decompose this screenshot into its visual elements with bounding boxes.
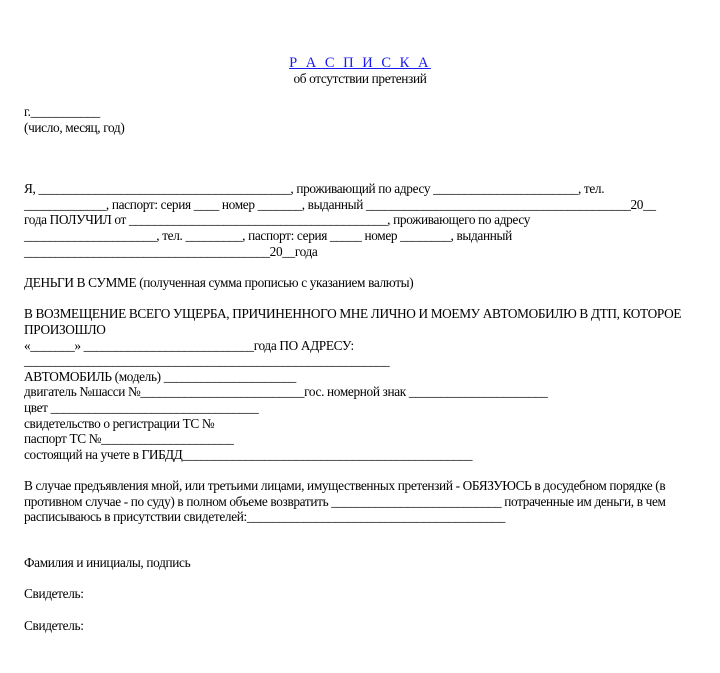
compensation-line: __________________________________________________________: [24, 353, 390, 369]
person-line: _____________________, тел. _________, паспорт: серия _____ номер ________, выданный: [24, 227, 512, 243]
obligation-paragraph: В случае предъявления мной, или третьими лицами, имущественных претензий - ОБЯЗУЮСЬ в досудебном порядке (в противном случае - по суду) в полном объеме возвратить ___________________________ потраченные им деньги, в чем расписываюсь в присутствии свидетелей:_________________________________________: [24, 477, 666, 525]
compensation-line: В ВОЗМЕЩЕНИЕ ВСЕГО УЩЕРБА, ПРИЧИНЕННОГО МНЕ ЛИЧНО И МОЕМУ АВТОМОБИЛЮ В ДТП, КОТОРОЕ ПРОИЗОШЛО: [24, 305, 682, 337]
signature-label: Фамилия и инициалы, подпись: [24, 555, 191, 571]
compensation-block: [24, 306, 696, 369]
person-line: _____________, паспорт: серия ____ номер _______, выданный __________________________________________20__: [24, 196, 656, 212]
vehicle-line: двигатель №шасси №__________________________гос. номерной знак ______________________: [24, 384, 548, 400]
vehicle-line: паспорт ТС №_____________________: [24, 431, 234, 447]
compensation-line: «_______» ___________________________года ПО АДРЕСУ:: [24, 337, 354, 353]
vehicle-line: АВТОМОБИЛЬ (модель) _____________________: [24, 368, 296, 384]
vehicle-line: состоящий на учете в ГИБДД______________________________________________: [24, 446, 473, 462]
witness-1-label: Свидетель:: [24, 586, 84, 602]
witness-2-label: Свидетель:: [24, 617, 84, 633]
document-title[interactable]: Р А С П И С К А: [289, 55, 431, 71]
receipt-document: [24, 56, 696, 633]
person-line: _______________________________________20__года: [24, 243, 318, 259]
person-block: [24, 181, 696, 259]
place-line: г.___________: [24, 104, 100, 119]
vehicle-line: цвет _________________________________: [24, 399, 259, 415]
person-line: Я, ________________________________________, проживающий по адресу _______________________, тел.: [24, 181, 605, 197]
vehicle-block: [24, 369, 696, 463]
vehicle-line: свидетельство о регистрации ТС №: [24, 415, 215, 431]
date-hint: (число, месяц, год): [24, 119, 125, 135]
document-subtitle: об отсутствии претензий: [293, 71, 427, 86]
person-line: года ПОЛУЧИЛ от _________________________________________, проживающего по адресу: [24, 212, 531, 228]
money-line: ДЕНЬГИ В СУММЕ (полученная сумма прописью с указанием валюты): [24, 274, 414, 290]
